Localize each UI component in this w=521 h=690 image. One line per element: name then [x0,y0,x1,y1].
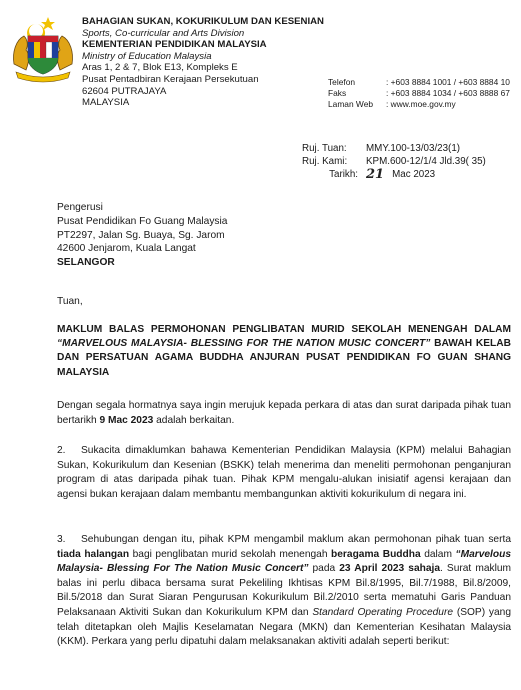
handwritten-day: 21 [366,167,385,182]
ministry-name-malay: KEMENTERIAN PENDIDIKAN MALAYSIA [82,39,267,51]
contact-value: : +603 8884 1034 / +603 8888 67 [386,88,510,98]
contact-key: Faks [328,88,347,98]
letter-date: 9 Mac 2023 [99,414,154,426]
addressee-line: 42600 Jenjarom, Kuala Langat [57,243,196,255]
ref-key: Ruj. Kami: [302,156,348,167]
addressee-line: PT2297, Jalan Sg. Buaya, Sg. Jarom [57,229,225,241]
division-name-malay: BAHAGIAN SUKAN, KOKURIKULUM DAN KESENIAN [82,16,324,27]
paragraph-3 [57,533,511,650]
addressee-state: SELANGOR [57,257,115,269]
ref-key: Ruj. Tuan: [302,143,347,154]
ref-row-kami [302,155,486,168]
address-line: Aras 1, 2 & 7, Blok E13, Kompleks E [82,62,238,74]
division-name-english: Sports, Co-curricular and Arts Division [82,27,245,39]
address-line: MALAYSIA [82,97,130,109]
letterhead [82,16,324,109]
paragraph-text: dalam [420,548,456,560]
event-date: 23 April 2023 sahaja [339,563,441,575]
paragraph-text: adalah berkaitan. [153,414,235,426]
contact-row-faks [328,88,510,99]
contact-row-telefon [328,77,510,88]
paragraph-2 [57,444,511,502]
ref-row-tuan [302,142,486,155]
subject-text: BAWAH KELAB DAN PERSATUAN AGAMA BUDDHA ANJURAN PUSAT PENDIDIKAN FO GUAN SHANG MALAYSIA [57,338,511,378]
emphasis-text: beragama Buddha [331,548,421,560]
paragraph-intro [57,399,511,428]
paragraph-number: 3. [57,534,66,545]
date-month-year: Mac 2023 [392,169,436,180]
paragraph-text: bagi penglibatan murid sekolah menengah [129,548,332,560]
addressee-line: Pusat Pendidikan Fo Guang Malaysia [57,215,228,227]
contact-value: : www.moe.gov.my [386,99,456,109]
ref-value: MMY.100-13/03/23(1) [366,143,461,154]
contact-row-web [328,99,510,110]
ref-value: KPM.600-12/1/4 Jld.39( 35) [366,156,486,167]
subject-heading [57,323,511,380]
paragraph-text: Dengan segala hormatnya saya ingin merujuk kepada perkara di atas dan surat daripada pihak tuan bertarikh [57,400,511,426]
coat-of-arms-icon [10,14,76,84]
reference-block [302,142,486,181]
paragraph-text: Sehubungan dengan itu, pihak KPM mengambil maklum akan permohonan pihak tuan serta [81,534,511,545]
paragraph-text: . Surat maklum balas ini perlu dibaca bersama surat Pekeliling Ikhtisas KPM Bil.8/1995, Bil.7/1988, Bil.8/2009, Bil.5/2018 dan Surat Siaran Pengurusan Kokurikulum Bil.2/2010 serta mematuhi Garis Panduan Pelaksanaan Aktiviti Sukan dan Kokurikulum KPM dan [57,563,512,618]
addressee-block [57,201,227,270]
sop-term: Standard Operating Procedure [312,606,454,618]
paragraph-text: Sukacita dimaklumkan bahawa Kementerian Pendidikan Malaysia (KPM) melalui Bahagian Sukan, Kokurikulum dan Kesenian (BSKK) telah menerima dan meneliti permohonan penganjuran program di atas daripada pihak tuan. Pihak KPM mengalu-alukan inisiatif agensi kerajaan dan agensi bukan kerajaan dalam membantu membangunkan aktiviti kokurikulum di negara ini. [57,445,511,500]
contact-key: Laman Web [328,99,374,109]
address-line: 62604 PUTRAJAYA [82,85,167,97]
contact-value: : +603 8884 1001 / +603 8884 10 [386,77,510,87]
ministry-name-english: Ministry of Education Malaysia [82,50,212,62]
salutation: Tuan, [57,296,83,307]
paragraph-text: pada [308,563,340,575]
ref-row-tarikh [302,168,486,181]
subject-event-title: “MARVELOUS MALAYSIA- BLESSING FOR THE NATION MUSIC CONCERT” [57,338,431,350]
ref-key: Tarikh: [329,169,358,180]
subject-text: MAKLUM BALAS PERMOHONAN PENGLIBATAN MURID SEKOLAH MENENGAH DALAM [57,324,511,335]
addressee-line: Pengerusi [57,202,103,213]
paragraph-number: 2. [57,445,66,456]
address-line: Pusat Pentadbiran Kerajaan Persekutuan [82,73,259,85]
event-title: “Marvelous Malaysia- Blessing For The Nation Music Concert” [57,548,511,575]
emphasis-text: tiada halangan [57,548,130,560]
contact-block [328,77,510,110]
contact-key: Telefon [328,77,356,87]
paragraph-text: (SOP) yang telah ditetapkan oleh Majlis Keselamatan Negara (MKN) dan Kementerian Kesihatan Malaysia (KKM). Perkara yang perlu dipatuhi dalam melaksanakan aktiviti adalah seperti berikut: [57,606,512,648]
